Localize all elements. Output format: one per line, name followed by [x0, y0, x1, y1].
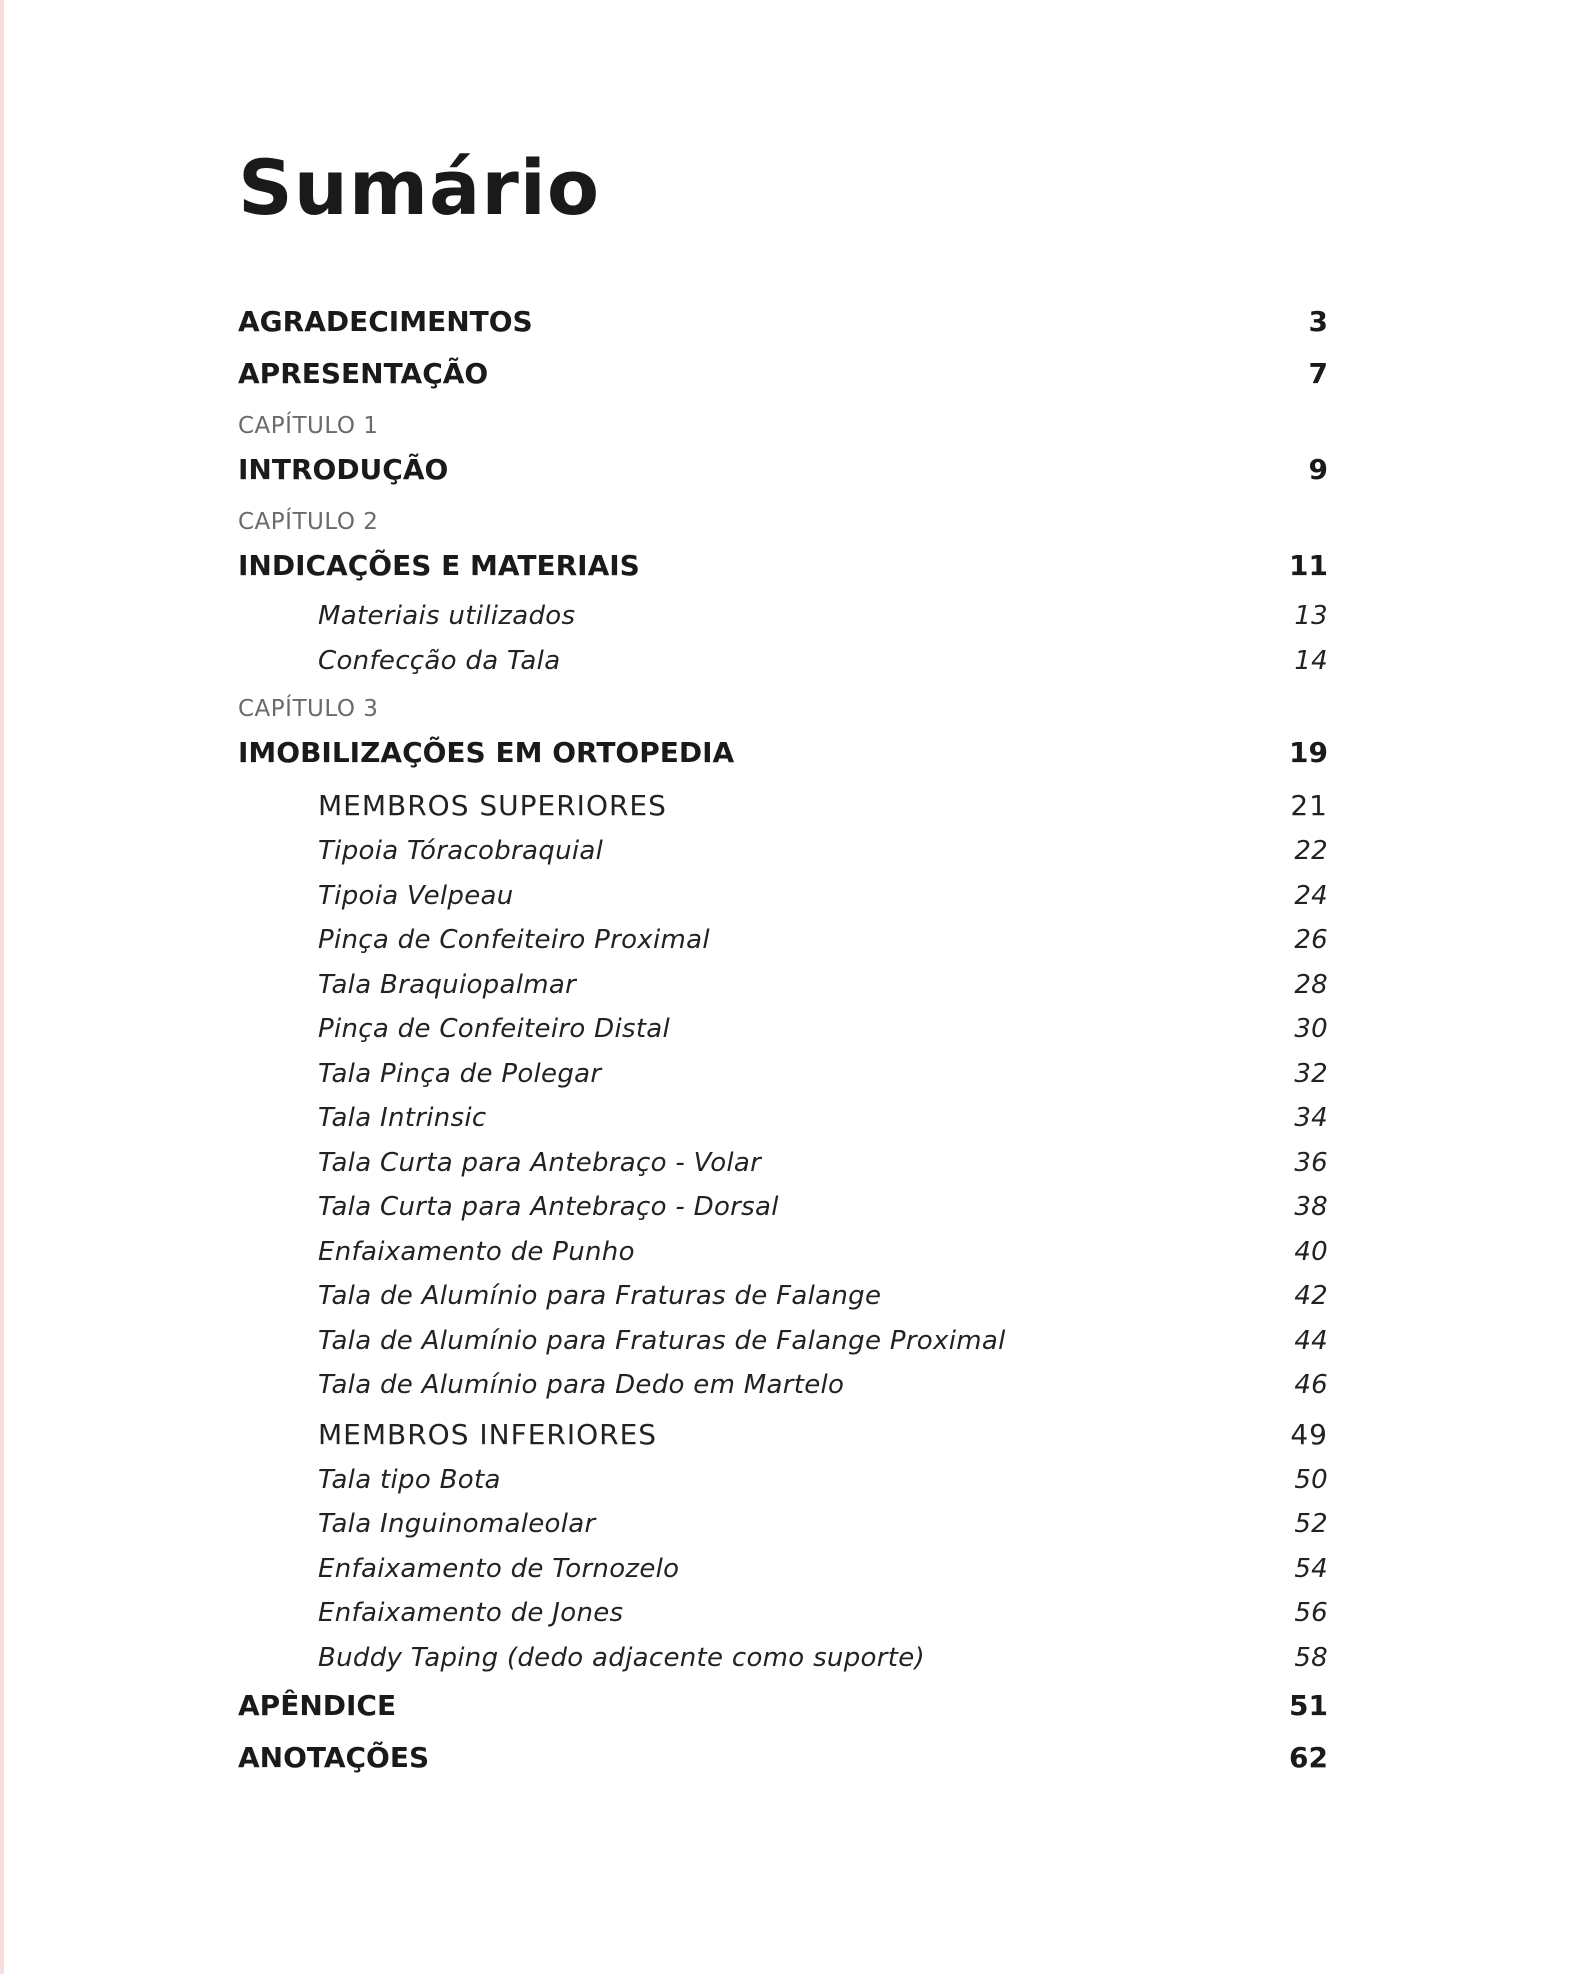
- toc-page-number: 13: [1294, 601, 1328, 631]
- toc-page-number: 40: [1294, 1236, 1328, 1267]
- toc-group-entry[interactable]: [238, 1408, 1328, 1458]
- toc-page-number: 54: [1294, 1553, 1328, 1584]
- toc-entry-label: INTRODUÇÃO: [238, 453, 449, 486]
- toc-page-number: 28: [1294, 969, 1328, 1000]
- toc-subentry[interactable]: [238, 1052, 1328, 1097]
- toc-subentry[interactable]: [238, 829, 1328, 874]
- table-of-contents: [238, 296, 1328, 1784]
- toc-chapter-label: [238, 500, 1328, 540]
- toc-subentry[interactable]: [238, 1007, 1328, 1052]
- toc-entry-label: Enfaixamento de Punho: [318, 1236, 635, 1267]
- toc-subentry[interactable]: [238, 639, 1328, 684]
- toc-page-number: 26: [1294, 925, 1328, 955]
- toc-section-entry[interactable]: [238, 444, 1328, 496]
- toc-page-number: 32: [1294, 1058, 1328, 1089]
- toc-entry-label: AGRADECIMENTOS: [238, 305, 533, 338]
- toc-subentry[interactable]: [238, 1547, 1328, 1592]
- toc-page-number: 38: [1294, 1192, 1328, 1222]
- toc-page-number: 49: [1290, 1417, 1328, 1451]
- toc-entry-label: MEMBROS SUPERIORES: [318, 789, 667, 822]
- toc-section-entry[interactable]: [238, 727, 1328, 779]
- toc-subentry[interactable]: [238, 1319, 1328, 1364]
- toc-page-number: 56: [1294, 1598, 1328, 1628]
- toc-subentry[interactable]: [238, 963, 1328, 1008]
- toc-section-entry[interactable]: [238, 540, 1328, 592]
- toc-page-number: 58: [1294, 1642, 1328, 1673]
- toc-subentry[interactable]: [238, 1230, 1328, 1275]
- toc-subentry[interactable]: [238, 594, 1328, 639]
- toc-section-entry[interactable]: [238, 348, 1328, 400]
- page-title: Sumário: [238, 143, 601, 232]
- toc-entry-label: MEMBROS INFERIORES: [318, 1417, 658, 1451]
- toc-entry-label: Tala de Alumínio para Dedo em Martelo: [318, 1370, 845, 1400]
- toc-chapter-label: [238, 687, 1328, 727]
- toc-page-number: 42: [1294, 1281, 1328, 1311]
- toc-entry-label: Tala Braquiopalmar: [318, 969, 577, 1000]
- toc-entry-label: Tala Pinça de Polegar: [318, 1058, 602, 1089]
- toc-entry-label: Tipoia Velpeau: [318, 880, 514, 911]
- toc-entry-label: Tala Intrinsic: [318, 1103, 487, 1133]
- toc-subentry[interactable]: [238, 1502, 1328, 1547]
- toc-page-number: 52: [1294, 1509, 1328, 1539]
- toc-entry-label: Tala Curta para Antebraço - Dorsal: [318, 1192, 779, 1222]
- toc-subentry[interactable]: [238, 1274, 1328, 1319]
- toc-page-number: 44: [1294, 1325, 1328, 1356]
- toc-entry-label: Pinça de Confeiteiro Proximal: [318, 925, 710, 955]
- toc-page-number: 50: [1294, 1464, 1328, 1495]
- toc-entry-label: INDICAÇÕES E MATERIAIS: [238, 549, 640, 582]
- toc-section-entry[interactable]: [238, 1680, 1328, 1732]
- toc-entry-label: IMOBILIZAÇÕES EM ORTOPEDIA: [238, 736, 735, 769]
- toc-subentry[interactable]: [238, 1185, 1328, 1230]
- toc-page-number: 9: [1308, 453, 1328, 486]
- toc-chapter-label: [238, 404, 1328, 444]
- toc-entry-label: Buddy Taping (dedo adjacente como suporte): [318, 1642, 925, 1673]
- toc-page-number: 51: [1289, 1689, 1328, 1722]
- toc-subentry[interactable]: [238, 874, 1328, 919]
- toc-subentry[interactable]: [238, 1363, 1328, 1408]
- toc-entry-label: Enfaixamento de Jones: [318, 1598, 624, 1628]
- toc-subentry[interactable]: [238, 1141, 1328, 1186]
- toc-page-number: 14: [1294, 645, 1328, 676]
- toc-section-entry[interactable]: [238, 296, 1328, 348]
- toc-page-number: 34: [1294, 1103, 1328, 1133]
- toc-entry-label: Tipoia Tóracobraquial: [318, 836, 604, 866]
- toc-entry-label: APRESENTAÇÃO: [238, 357, 489, 390]
- page-edge-strip: [0, 0, 4, 1974]
- toc-page-number: 62: [1289, 1741, 1328, 1774]
- toc-page-number: 36: [1294, 1147, 1328, 1178]
- toc-entry-label: CAPÍTULO 3: [238, 696, 379, 722]
- toc-entry-label: Pinça de Confeiteiro Distal: [318, 1014, 671, 1044]
- toc-subentry[interactable]: [238, 1636, 1328, 1681]
- toc-entry-label: CAPÍTULO 2: [238, 509, 379, 535]
- toc-page-number: 46: [1294, 1370, 1328, 1400]
- toc-entry-label: Tala Curta para Antebraço - Volar: [318, 1147, 762, 1178]
- toc-subentry[interactable]: [238, 1458, 1328, 1503]
- toc-entry-label: ANOTAÇÕES: [238, 1741, 430, 1774]
- toc-entry-label: Tala Inguinomaleolar: [318, 1509, 596, 1539]
- toc-section-entry[interactable]: [238, 1732, 1328, 1784]
- toc-subentry[interactable]: [238, 1591, 1328, 1636]
- toc-page-number: 22: [1294, 836, 1328, 866]
- toc-group-entry[interactable]: [238, 779, 1328, 829]
- toc-page-number: 11: [1289, 549, 1328, 582]
- toc-entry-label: Tala de Alumínio para Fraturas de Falange Proximal: [318, 1325, 1006, 1356]
- toc-page-number: 30: [1294, 1014, 1328, 1044]
- toc-entry-label: APÊNDICE: [238, 1689, 397, 1722]
- toc-page-number: 21: [1290, 789, 1328, 822]
- toc-entry-label: Tala de Alumínio para Fraturas de Falange: [318, 1281, 882, 1311]
- toc-entry-label: Tala tipo Bota: [318, 1464, 501, 1495]
- toc-page: [238, 0, 1328, 1974]
- toc-entry-label: Materiais utilizados: [318, 601, 576, 631]
- toc-entry-label: CAPÍTULO 1: [238, 413, 379, 439]
- toc-page-number: 3: [1308, 305, 1328, 338]
- toc-entry-label: Confecção da Tala: [318, 645, 561, 676]
- toc-page-number: 24: [1294, 880, 1328, 911]
- toc-page-number: 19: [1289, 736, 1328, 769]
- toc-subentry[interactable]: [238, 918, 1328, 963]
- toc-page-number: 7: [1308, 357, 1328, 390]
- toc-subentry[interactable]: [238, 1096, 1328, 1141]
- toc-entry-label: Enfaixamento de Tornozelo: [318, 1553, 680, 1584]
